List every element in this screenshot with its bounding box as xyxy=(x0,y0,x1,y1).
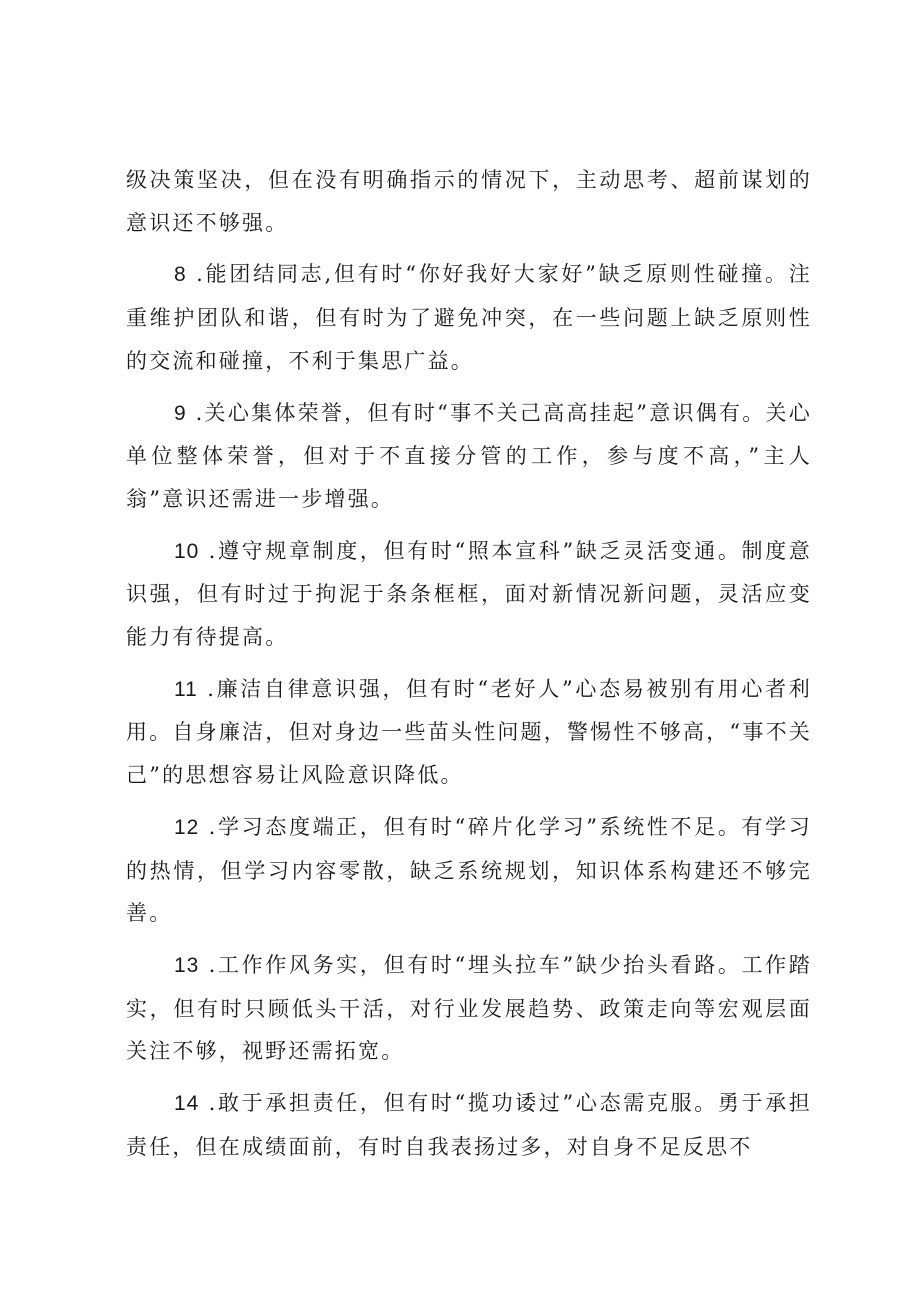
continuation-paragraph: 级决策坚决，但在没有明确指示的情况下，主动思考、超前谋划的意识还不够强。 xyxy=(126,168,812,235)
item-text: .遵守规章制度，但有时“照本宣科”缺乏灵活变通。制度意识强，但有时过于拘泥于条条框框，面对新情况新问题，灵活应变能力有待提高。 xyxy=(126,538,812,650)
item-text: .关心集体荣誉，但有时“事不关己高高挂起”意识偶有。关心单位整体荣誉，但对于不直接分管的工作，参与度不高，”主人翁”意识还需进一步增强。 xyxy=(126,400,812,511)
list-item xyxy=(126,944,812,1073)
list-item xyxy=(126,392,812,521)
document-body xyxy=(126,159,812,1177)
item-number: 13 xyxy=(174,953,200,977)
item-number: 11 xyxy=(174,677,198,701)
item-number: 12 xyxy=(174,815,200,839)
item-text: .廉洁自律意识强，但有时“老好人”心态易被别有用心者利用。自身廉洁，但对身边一些苗头性问题，警惕性不够高，“事不关己”的思想容易让风险意识降低。 xyxy=(126,676,812,788)
item-text: .学习态度端正，但有时“碎片化学习”系统性不足。有学习的热情，但学习内容零散，缺乏系统规划，知识体系构建还不够完善。 xyxy=(126,814,812,926)
item-number: 8 xyxy=(174,263,187,287)
list-item xyxy=(126,253,812,382)
item-text: .工作作风务实，但有时“埋头拉车”缺少抬头看路。工作踏实，但有时只顾低头干活，对行业发展趋势、政策走向等宏观层面关注不够，视野还需拓宽。 xyxy=(126,952,812,1064)
item-number: 14 xyxy=(174,1092,200,1116)
list-item xyxy=(126,1082,812,1168)
item-number: 9 xyxy=(174,401,187,425)
item-text: .敢于承担责任，但有时“揽功诿过”心态需克服。勇于承担责任，但在成绩面前，有时自我表扬过多，对自身不足反思不 xyxy=(126,1091,812,1159)
list-item xyxy=(126,530,812,659)
item-number: 10 xyxy=(174,539,200,563)
list-item xyxy=(126,806,812,935)
item-text: .能团结同志,但有时“你好我好大家好”缺乏原则性碰撞。注重维护团队和谐，但有时为了避免冲突，在一些问题上缺乏原则性的交流和碰撞，不利于集思广益。 xyxy=(126,262,812,373)
list-item xyxy=(126,668,812,797)
